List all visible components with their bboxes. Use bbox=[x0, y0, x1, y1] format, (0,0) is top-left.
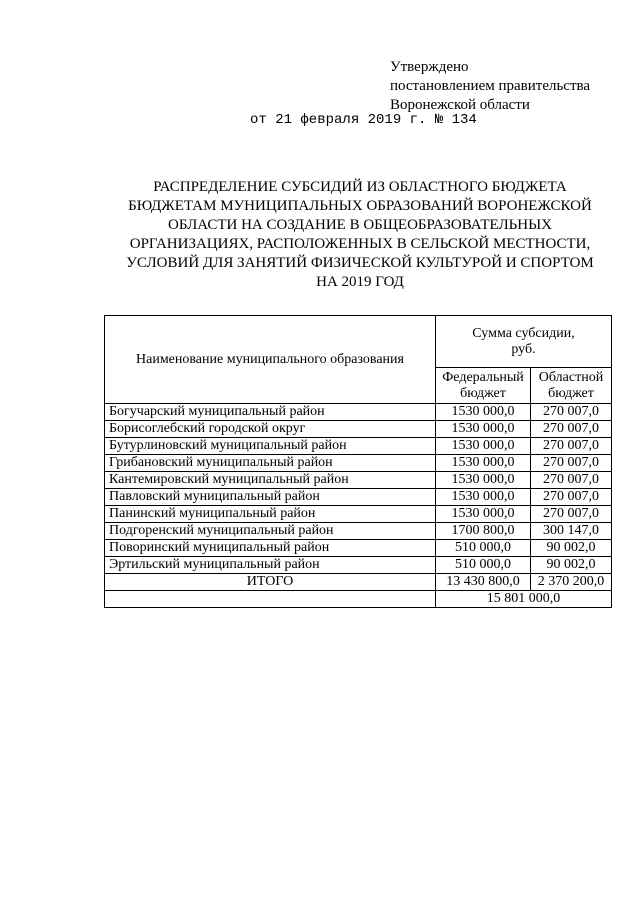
municipality-name: Подгоренский муниципальный район bbox=[105, 523, 436, 540]
municipality-name: Эртильский муниципальный район bbox=[105, 557, 436, 574]
grand-total-row bbox=[105, 591, 612, 608]
federal-amount: 1530 000,0 bbox=[436, 421, 531, 438]
header-subsidy-line1: Сумма субсидии, bbox=[472, 325, 575, 341]
municipality-name: Поворинский муниципальный район bbox=[105, 540, 436, 557]
header-federal-line2: бюджет bbox=[460, 385, 506, 401]
header-regional-line1: Областной bbox=[538, 369, 604, 385]
title-line: ОБЛАСТИ НА СОЗДАНИЕ В ОБЩЕОБРАЗОВАТЕЛЬНЫХ bbox=[168, 217, 552, 233]
federal-amount: 1530 000,0 bbox=[436, 506, 531, 523]
subsidies-table bbox=[104, 315, 612, 608]
table-row bbox=[105, 523, 612, 540]
federal-amount: 1700 800,0 bbox=[436, 523, 531, 540]
table-row bbox=[105, 540, 612, 557]
regional-amount: 300 147,0 bbox=[531, 523, 612, 540]
total-label: ИТОГО bbox=[105, 574, 436, 591]
regional-amount: 270 007,0 bbox=[531, 404, 612, 421]
title-line: НА 2019 ГОД bbox=[316, 274, 404, 290]
document-title bbox=[100, 178, 620, 292]
regional-amount: 270 007,0 bbox=[531, 438, 612, 455]
municipality-name: Борисоглебский городской округ bbox=[105, 421, 436, 438]
header-subsidy-line2: руб. bbox=[511, 341, 536, 357]
title-line: РАСПРЕДЕЛЕНИЕ СУБСИДИЙ ИЗ ОБЛАСТНОГО БЮДЖЕТА bbox=[153, 179, 567, 195]
table-row bbox=[105, 557, 612, 574]
regional-amount: 90 002,0 bbox=[531, 557, 612, 574]
regional-amount: 270 007,0 bbox=[531, 455, 612, 472]
municipality-name: Богучарский муниципальный район bbox=[105, 404, 436, 421]
regional-amount: 270 007,0 bbox=[531, 489, 612, 506]
title-line: БЮДЖЕТАМ МУНИЦИПАЛЬНЫХ ОБРАЗОВАНИЙ ВОРОНЕЖСКОЙ bbox=[128, 198, 592, 214]
approval-line-approved: Утверждено bbox=[390, 59, 469, 75]
federal-amount: 1530 000,0 bbox=[436, 404, 531, 421]
title-line: УСЛОВИЙ ДЛЯ ЗАНЯТИЙ ФИЗИЧЕСКОЙ КУЛЬТУРОЙ И СПОРТОМ bbox=[126, 255, 594, 271]
municipality-name: Павловский муниципальный район bbox=[105, 489, 436, 506]
table-row bbox=[105, 455, 612, 472]
federal-amount: 1530 000,0 bbox=[436, 438, 531, 455]
regional-amount: 270 007,0 bbox=[531, 421, 612, 438]
total-row bbox=[105, 574, 612, 591]
header-subsidy-amount bbox=[436, 316, 612, 368]
table-row bbox=[105, 421, 612, 438]
regional-amount: 90 002,0 bbox=[531, 540, 612, 557]
title-line: ОРГАНИЗАЦИЯХ, РАСПОЛОЖЕННЫХ В СЕЛЬСКОЙ МЕСТНОСТИ, bbox=[129, 236, 591, 252]
federal-amount: 1530 000,0 bbox=[436, 472, 531, 489]
approval-line-region: Воронежской области bbox=[390, 97, 530, 113]
table-row bbox=[105, 404, 612, 421]
approval-block bbox=[390, 58, 590, 115]
table-row bbox=[105, 472, 612, 489]
table-row bbox=[105, 506, 612, 523]
municipality-name: Грибановский муниципальный район bbox=[105, 455, 436, 472]
municipality-name: Бутурлиновский муниципальный район bbox=[105, 438, 436, 455]
header-federal-budget bbox=[436, 368, 531, 404]
table-row bbox=[105, 489, 612, 506]
header-regional-budget bbox=[531, 368, 612, 404]
regional-amount: 270 007,0 bbox=[531, 506, 612, 523]
grand-total-blank-cell bbox=[105, 591, 436, 608]
table-row bbox=[105, 438, 612, 455]
grand-total-amount: 15 801 000,0 bbox=[436, 591, 612, 608]
header-federal-line1: Федеральный bbox=[442, 369, 524, 385]
header-regional-line2: бюджет bbox=[548, 385, 594, 401]
federal-amount: 1530 000,0 bbox=[436, 489, 531, 506]
decree-date-number: от 21 февраля 2019 г. № 134 bbox=[250, 112, 477, 128]
total-federal-amount: 13 430 800,0 bbox=[436, 574, 531, 591]
approval-line-decree-by: постановлением правительства bbox=[390, 78, 591, 94]
regional-amount: 270 007,0 bbox=[531, 472, 612, 489]
header-municipality: Наименование муниципального образования bbox=[105, 316, 436, 404]
municipality-name: Кантемировский муниципальный район bbox=[105, 472, 436, 489]
total-regional-amount: 2 370 200,0 bbox=[531, 574, 612, 591]
municipality-name: Панинский муниципальный район bbox=[105, 506, 436, 523]
federal-amount: 510 000,0 bbox=[436, 540, 531, 557]
federal-amount: 510 000,0 bbox=[436, 557, 531, 574]
federal-amount: 1530 000,0 bbox=[436, 455, 531, 472]
